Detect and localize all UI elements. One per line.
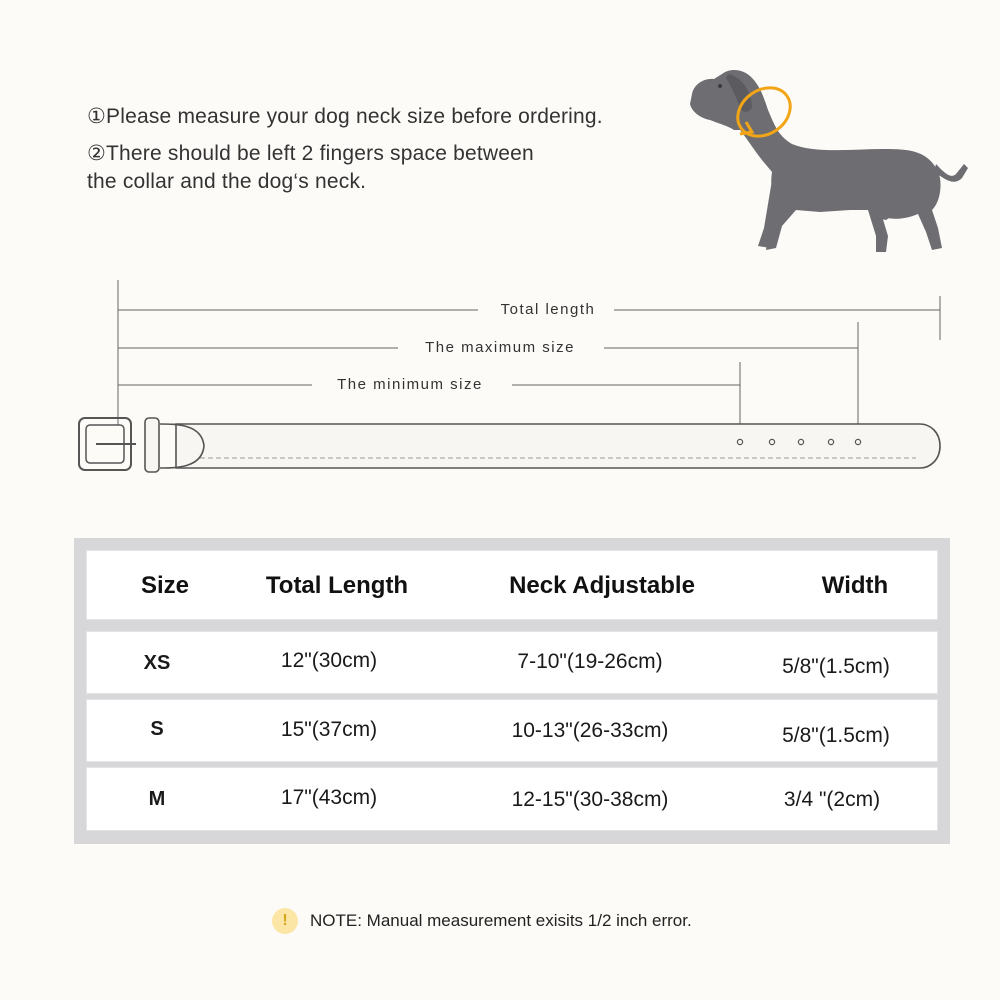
header-total-length: Total Length bbox=[265, 572, 409, 599]
table-row bbox=[86, 631, 938, 694]
header-neck-adjustable: Neck Adjustable bbox=[509, 572, 695, 599]
row-width: 3/4 "(2cm) bbox=[783, 788, 881, 811]
instruction-line-2: ②There should be left 2 fingers space between bbox=[87, 142, 534, 165]
note-text: NOTE: Manual measurement exisits 1/2 inch error. bbox=[310, 911, 692, 930]
table-row bbox=[86, 767, 938, 831]
row-size: S bbox=[150, 718, 164, 740]
measurement-note bbox=[272, 906, 692, 936]
row-neck-adjustable: 7-10"(19-26cm) bbox=[517, 650, 663, 673]
minimum-size-label: The minimum size bbox=[337, 376, 483, 393]
header-width: Width bbox=[821, 572, 889, 599]
table-header-row bbox=[86, 550, 938, 620]
row-total-length: 12"(30cm) bbox=[280, 649, 378, 672]
total-length-label: Total length bbox=[500, 301, 596, 318]
collar-strap bbox=[176, 424, 940, 468]
maximum-size-label: The maximum size bbox=[425, 339, 575, 356]
size-table bbox=[74, 538, 950, 844]
row-width: 5/8"(1.5cm) bbox=[782, 655, 890, 678]
row-size: XS bbox=[143, 652, 171, 674]
collar-diagram bbox=[0, 270, 1000, 490]
header-size: Size bbox=[140, 572, 190, 599]
row-total-length: 15"(37cm) bbox=[280, 718, 378, 741]
instruction-line-1: ①Please measure your dog neck size before ordering. bbox=[87, 105, 603, 128]
row-neck-adjustable: 10-13"(26-33cm) bbox=[511, 719, 669, 742]
row-neck-adjustable: 12-15"(30-38cm) bbox=[511, 788, 669, 811]
row-size: M bbox=[148, 788, 166, 810]
instruction-line-3: the collar and the dog‘s neck. bbox=[87, 170, 367, 193]
warning-icon: ! bbox=[272, 908, 298, 934]
table-row bbox=[86, 699, 938, 762]
row-width: 5/8"(1.5cm) bbox=[782, 724, 890, 747]
dog-illustration bbox=[680, 60, 980, 270]
row-total-length: 17"(43cm) bbox=[280, 786, 378, 809]
keeper-loop bbox=[145, 418, 159, 472]
